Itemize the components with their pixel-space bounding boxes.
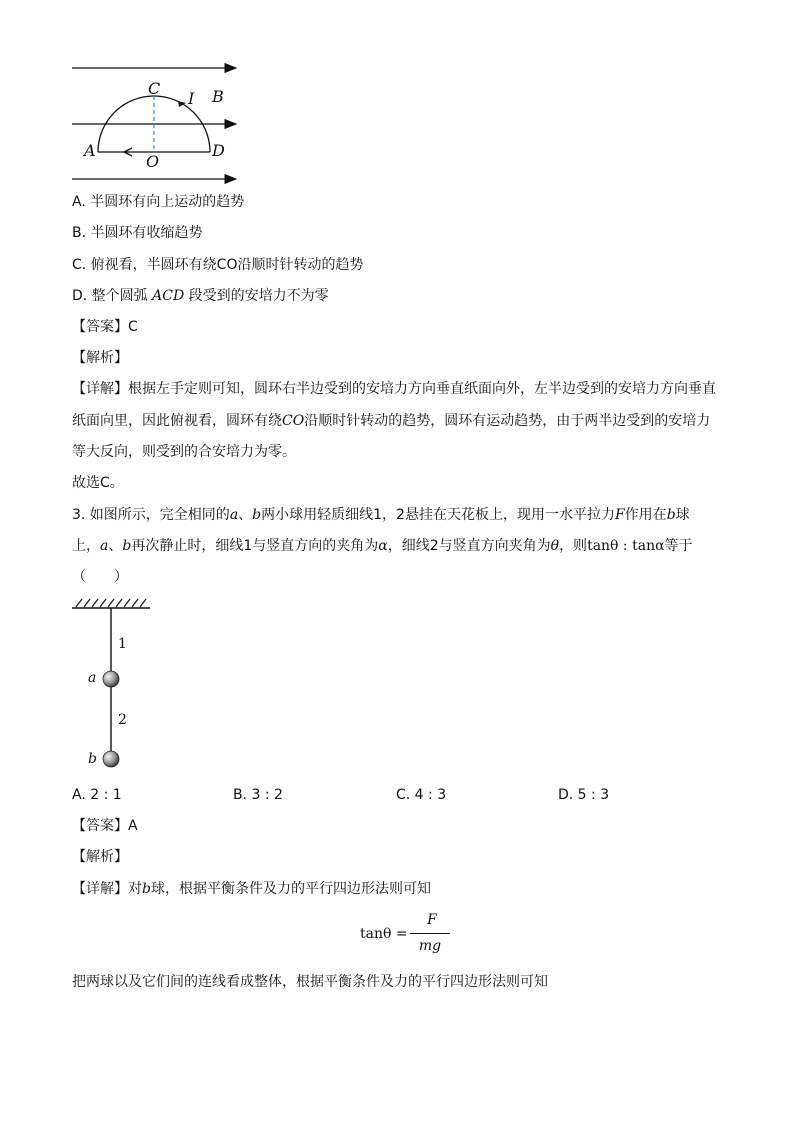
q3-detail: 【详解】对b球，根据平衡条件及力的平行四边形法则可知 — [72, 881, 431, 897]
ball-a-label: a — [88, 670, 97, 686]
q3-answer: 【答案】A — [72, 818, 138, 834]
q3-option-d: D. 5 : 3 — [558, 787, 610, 803]
q2-option-b: B. 半圆环有收缩趋势 — [72, 225, 203, 241]
q2-option-c: C. 俯视看，半圆环有绕CO沿顺时针转动的趋势 — [72, 257, 364, 273]
q3-stem-line1: 3. 如图所示，完全相同的a、b两小球用轻质细线1，2悬挂在天花板上，现用一水平拉力F作用在b球 — [72, 507, 690, 523]
arc-ACD: ACD — [152, 288, 185, 304]
figure-two-balls — [68, 596, 188, 776]
fraction-bar — [410, 933, 450, 934]
string-2-label: 2 — [118, 712, 127, 728]
q2-conclusion: 故选C。 — [72, 475, 124, 491]
q2-option-d: D. 整个圆弧 ACD 段受到的安培力不为零 — [72, 288, 329, 304]
label-B: B — [212, 87, 224, 106]
label-D: D — [212, 141, 225, 160]
ball-b-label: b — [88, 751, 97, 767]
current-arrow-arc — [178, 101, 186, 107]
q3-last-line: 把两球以及它们间的连线看成整体，根据平衡条件及力的平行四边形法则可知 — [72, 974, 548, 990]
q3-stem-line2: 上，a、b再次静止时，细线1与竖直方向的夹角为α，细线2与竖直方向夹角为θ，则tanθ : tanα等于 — [72, 538, 693, 554]
ball-b — [103, 751, 119, 767]
q3-paren: （ ） — [72, 569, 128, 585]
q3-option-a: A. 2 : 1 — [72, 787, 122, 803]
figure-half-ring — [60, 58, 300, 188]
label-C: C — [148, 79, 161, 98]
label-O: O — [146, 152, 160, 171]
q2-analysis-tag: 【解析】 — [72, 350, 128, 366]
q2-option-a: A. 半圆环有向上运动的趋势 — [72, 194, 245, 210]
q3-option-c: C. 4 : 3 — [396, 787, 447, 803]
formula-numerator: F — [427, 912, 437, 928]
q2-answer: 【答案】C — [72, 319, 138, 335]
ceiling-hatching — [76, 599, 146, 607]
q2-detail-line1: 【详解】根据左手定则可知，圆环右半边受到的安培力方向垂直纸面向外，左半边受到的安培力方向垂直 — [72, 381, 716, 397]
formula-lhs: tanθ = — [360, 926, 408, 942]
q2-detail-line2: 纸面向里，因此俯视看，圆环有绕CO沿顺时针转动的趋势，圆环有运动趋势，由于两半边受到的安培力 — [72, 413, 711, 429]
string-1-label: 1 — [118, 636, 127, 652]
q3-option-b: B. 3 : 2 — [233, 787, 283, 803]
ball-a — [103, 671, 119, 687]
q3-analysis-tag: 【解析】 — [72, 849, 128, 865]
formula-denominator: mg — [418, 938, 442, 954]
q2-detail-line3: 等大反向，则受到的合安培力为零。 — [72, 444, 296, 460]
label-A: A — [84, 141, 96, 160]
label-I: I — [188, 89, 195, 108]
